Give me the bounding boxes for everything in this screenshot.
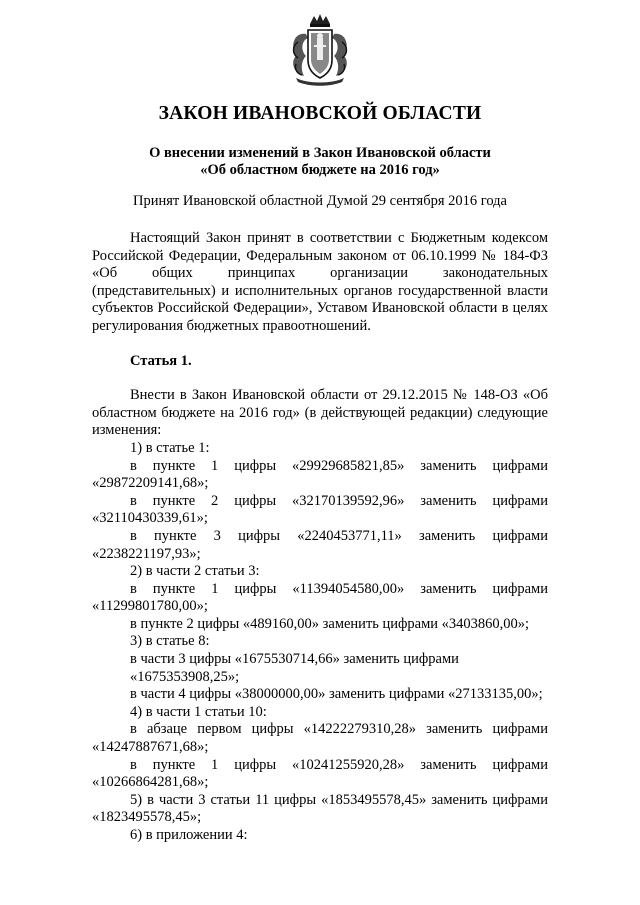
list-item: в пункте 3 цифры «2240453771,11» заменить цифрами [130,527,548,544]
list-item: 4) в части 1 статьи 10: [130,703,267,720]
list-item: в пункте 1 цифры «10241255920,28» заменить цифрами [130,756,548,773]
adoption-statement: Принят Ивановской областной Думой 29 сентября 2016 года [133,193,507,209]
law-title: ЗАКОН ИВАНОВСКОЙ ОБЛАСТИ [158,103,482,124]
law-subtitle [92,145,548,179]
list-item-continuation: «2238221197,93»; [92,545,201,562]
article-1-heading: Статья 1. [130,352,192,369]
list-item: в пункте 1 цифры «11394054580,00» заменить цифрами [130,580,548,597]
list-item-continuation: «11299801780,00»; [92,598,208,615]
list-item: 5) в части 3 статьи 11 цифры «1853495578,45» заменить цифрами [130,791,548,808]
list-item: 3) в статье 8: [130,633,210,650]
list-item: в части 4 цифры «38000000,00» заменить цифрами «27133135,00»; [130,686,543,703]
list-item: в пункте 1 цифры «29929685821,85» заменить цифрами [130,457,548,474]
subtitle-line-2: «Об областном бюджете на 2016 год» [200,162,440,178]
list-item: 2) в части 2 статьи 3: [130,563,260,580]
article-1-text: Внести в Закон Ивановской области от 29.12.2015 № 148-ОЗ «Об областном бюджете на 2016 год» (в действующей редакции) следующие изменения: [92,387,548,439]
document-body [92,230,548,845]
list-item-continuation: «32110430339,61»; [92,510,208,527]
intro-paragraph: Настоящий Закон принят в соответствии с Бюджетным кодексом Российской Федерации, Федеральным законом от 06.10.1999 № 184-ФЗ «Об общих принципах организации законодательных (представительных) и исполнительных органов государственной власти субъектов Российской Федерации», Уставом Ивановской области в целях регулирования бюджетных правоотношений. [92,230,548,334]
list-item: в части 3 цифры «1675530714,66» заменить цифрами «1675353908,25»; [130,651,459,685]
list-item-continuation: «14247887671,68»; [92,739,209,756]
list-item-continuation: «10266864281,68»; [92,774,209,791]
list-item-continuation: «29872209141,68»; [92,475,209,492]
list-item: в пункте 2 цифры «32170139592,96» заменить цифрами [130,492,548,509]
list-item: 6) в приложении 4: [130,827,248,843]
list-item-continuation: «1823495578,45»; [92,809,202,826]
list-item: в пункте 2 цифры «489160,00» заменить цифрами «3403860,00»; [130,615,530,632]
list-item: в абзаце первом цифры «14222279310,28» заменить цифрами [130,721,548,738]
subtitle-line-1: О внесении изменений в Закон Ивановской области [149,145,491,161]
list-item: 1) в статье 1: [130,439,210,456]
coat-of-arms-emblem [286,12,354,88]
